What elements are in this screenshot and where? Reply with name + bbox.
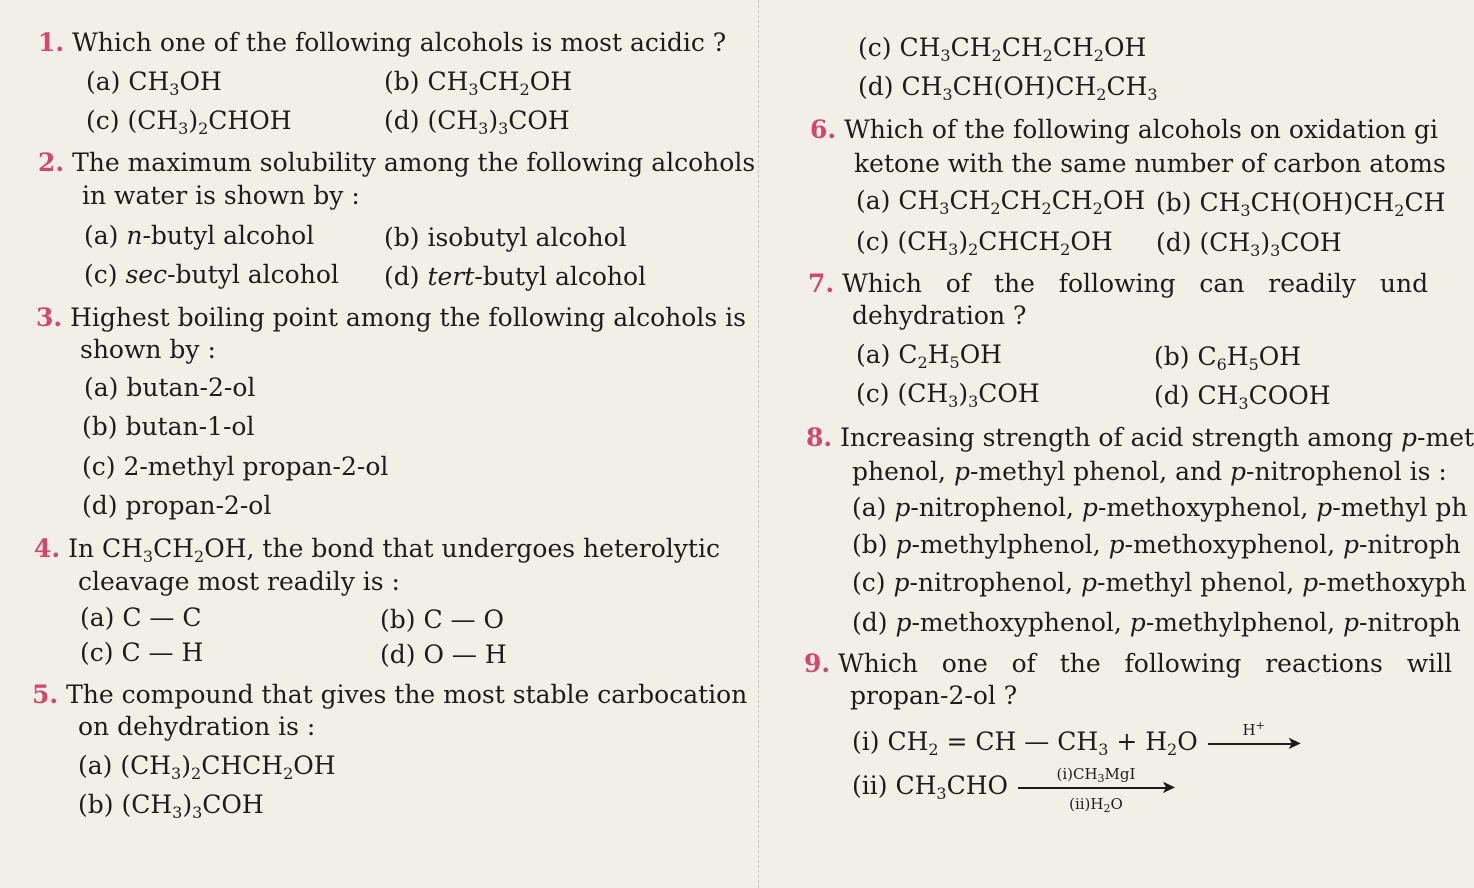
q2-option-d: (d) tert-butyl alcohol — [384, 262, 647, 291]
q9-reaction-ii: (ii) $CH_3CHO$ $(i)CH_3MgI$ ➤ $(ii)H_2O$ — [852, 765, 1176, 815]
q7-option-c: (c) $(CH_3)_3COH$ — [856, 379, 1040, 411]
q8-option-b: (b) p-methylphenol, p-methoxyphenol, p-nitroph — [852, 530, 1461, 559]
question-7-stem-cont: dehydration ? — [852, 301, 1027, 330]
q4-option-a: (a) C — C — [80, 603, 202, 632]
question-7-stem: 7. Which of the following can readily und — [808, 269, 1429, 298]
question-number: 6. — [810, 115, 837, 144]
q3-option-b: (b) butan-1-ol — [82, 412, 255, 441]
question-1-stem: 1. Which one of the following alcohols is most acidic ? — [38, 28, 727, 57]
question-number: 3. — [36, 303, 63, 332]
q1-option-a: (a) $CH_3OH$ — [86, 67, 222, 99]
question-4-stem: 4. In $CH_3CH_2OH$, the bond that undergoes heterolytic — [34, 534, 720, 566]
q1-option-b: (b) $CH_3CH_2OH$ — [384, 67, 573, 99]
question-number: 9. — [804, 649, 831, 678]
q1-option-d: (d) $(CH_3)_3COH$ — [384, 106, 570, 138]
q4-option-b: (b) C — O — [380, 605, 504, 634]
question-4-stem-cont: cleavage most readily is : — [78, 567, 400, 596]
question-5-stem-cont: on dehydration is : — [78, 712, 316, 741]
arrow-head-icon: ➤ — [1286, 733, 1302, 754]
q4-option-c: (c) C — H — [80, 638, 204, 667]
question-number: 1. — [38, 28, 65, 57]
q3-option-c: (c) 2-methyl propan-2-ol — [82, 452, 389, 481]
question-3-stem: 3. Highest boiling point among the following alcohols is — [36, 303, 746, 332]
question-8-stem-cont: phenol, p-methyl phenol, and p-nitrophenol is : — [852, 457, 1447, 486]
question-number: 2. — [38, 148, 65, 177]
question-2-stem-cont: in water is shown by : — [82, 181, 360, 210]
question-5-stem: 5. The compound that gives the most stable carbocation — [32, 680, 748, 709]
question-number: 5. — [32, 680, 59, 709]
q5-option-a: (a) $(CH_3)_2CHCH_2OH$ — [78, 751, 336, 783]
question-2-stem: 2. The maximum solubility among the following alcohols — [38, 148, 756, 177]
reaction-arrow: $(i)CH_3MgI$ ➤ $(ii)H_2O$ — [1016, 770, 1176, 802]
q3-option-a: (a) butan-2-ol — [84, 373, 256, 402]
question-9-stem: 9. Which one of the following reactions will — [804, 649, 1453, 678]
q6-option-c: (c) $(CH_3)_2CHCH_2OH$ — [856, 227, 1113, 259]
q6-option-a: (a) $CH_3CH_2CH_2CH_2OH$ — [856, 186, 1146, 218]
question-number: 8. — [806, 423, 833, 452]
q2-option-b: (b) isobutyl alcohol — [384, 223, 627, 252]
q5-option-c: (c) $CH_3CH_2CH_2CH_2OH$ — [858, 33, 1147, 65]
q4-option-d: (d) O — H — [380, 640, 507, 669]
q3-option-d: (d) propan-2-ol — [82, 491, 272, 520]
q6-option-b: (b) $CH_3CH(OH)CH_2CH$ — [1156, 188, 1446, 220]
question-6-stem: 6. Which of the following alcohols on oxidation gi — [810, 115, 1439, 144]
q5-option-b: (b) $(CH_3)_3COH$ — [78, 790, 264, 822]
q1-option-c: (c) $(CH_3)_2CHOH$ — [86, 106, 292, 138]
question-6-stem-cont: ketone with the same number of carbon atoms — [854, 149, 1446, 178]
question-8-stem: 8. Increasing strength of acid strength among p-met — [806, 423, 1474, 452]
question-3-stem-cont: shown by : — [80, 335, 216, 364]
q8-option-d: (d) p-methoxyphenol, p-methylphenol, p-nitroph — [852, 608, 1461, 637]
q2-option-a: (a) n-butyl alcohol — [84, 221, 315, 250]
q8-option-c: (c) p-nitrophenol, p-methyl phenol, p-methoxyph — [852, 568, 1467, 597]
question-number: 4. — [34, 534, 61, 563]
q9-reaction-i: (i) $CH_2$ = CH — $CH_3 + H_2O$ H+ ➤ — [852, 719, 1302, 759]
q6-option-d: (d) $(CH_3)_3COH$ — [1156, 228, 1342, 260]
question-number: 7. — [808, 269, 835, 298]
q7-option-a: (a) $C_2H_5OH$ — [856, 340, 1002, 372]
arrow-head-icon: ➤ — [1160, 777, 1176, 798]
q7-option-d: (d) $CH_3COOH$ — [1154, 381, 1331, 413]
q5-option-d: (d) $CH_3CH(OH)CH_2CH_3$ — [858, 72, 1158, 104]
column-divider — [758, 0, 759, 888]
question-9-stem-cont: propan-2-ol ? — [850, 681, 1018, 710]
q8-option-a: (a) p-nitrophenol, p-methoxyphenol, p-methyl ph — [852, 493, 1468, 522]
q7-option-b: (b) $C_6H_5OH$ — [1154, 342, 1302, 374]
reaction-arrow: H+ ➤ — [1206, 726, 1302, 758]
q2-option-c: (c) sec-butyl alcohol — [84, 260, 339, 289]
